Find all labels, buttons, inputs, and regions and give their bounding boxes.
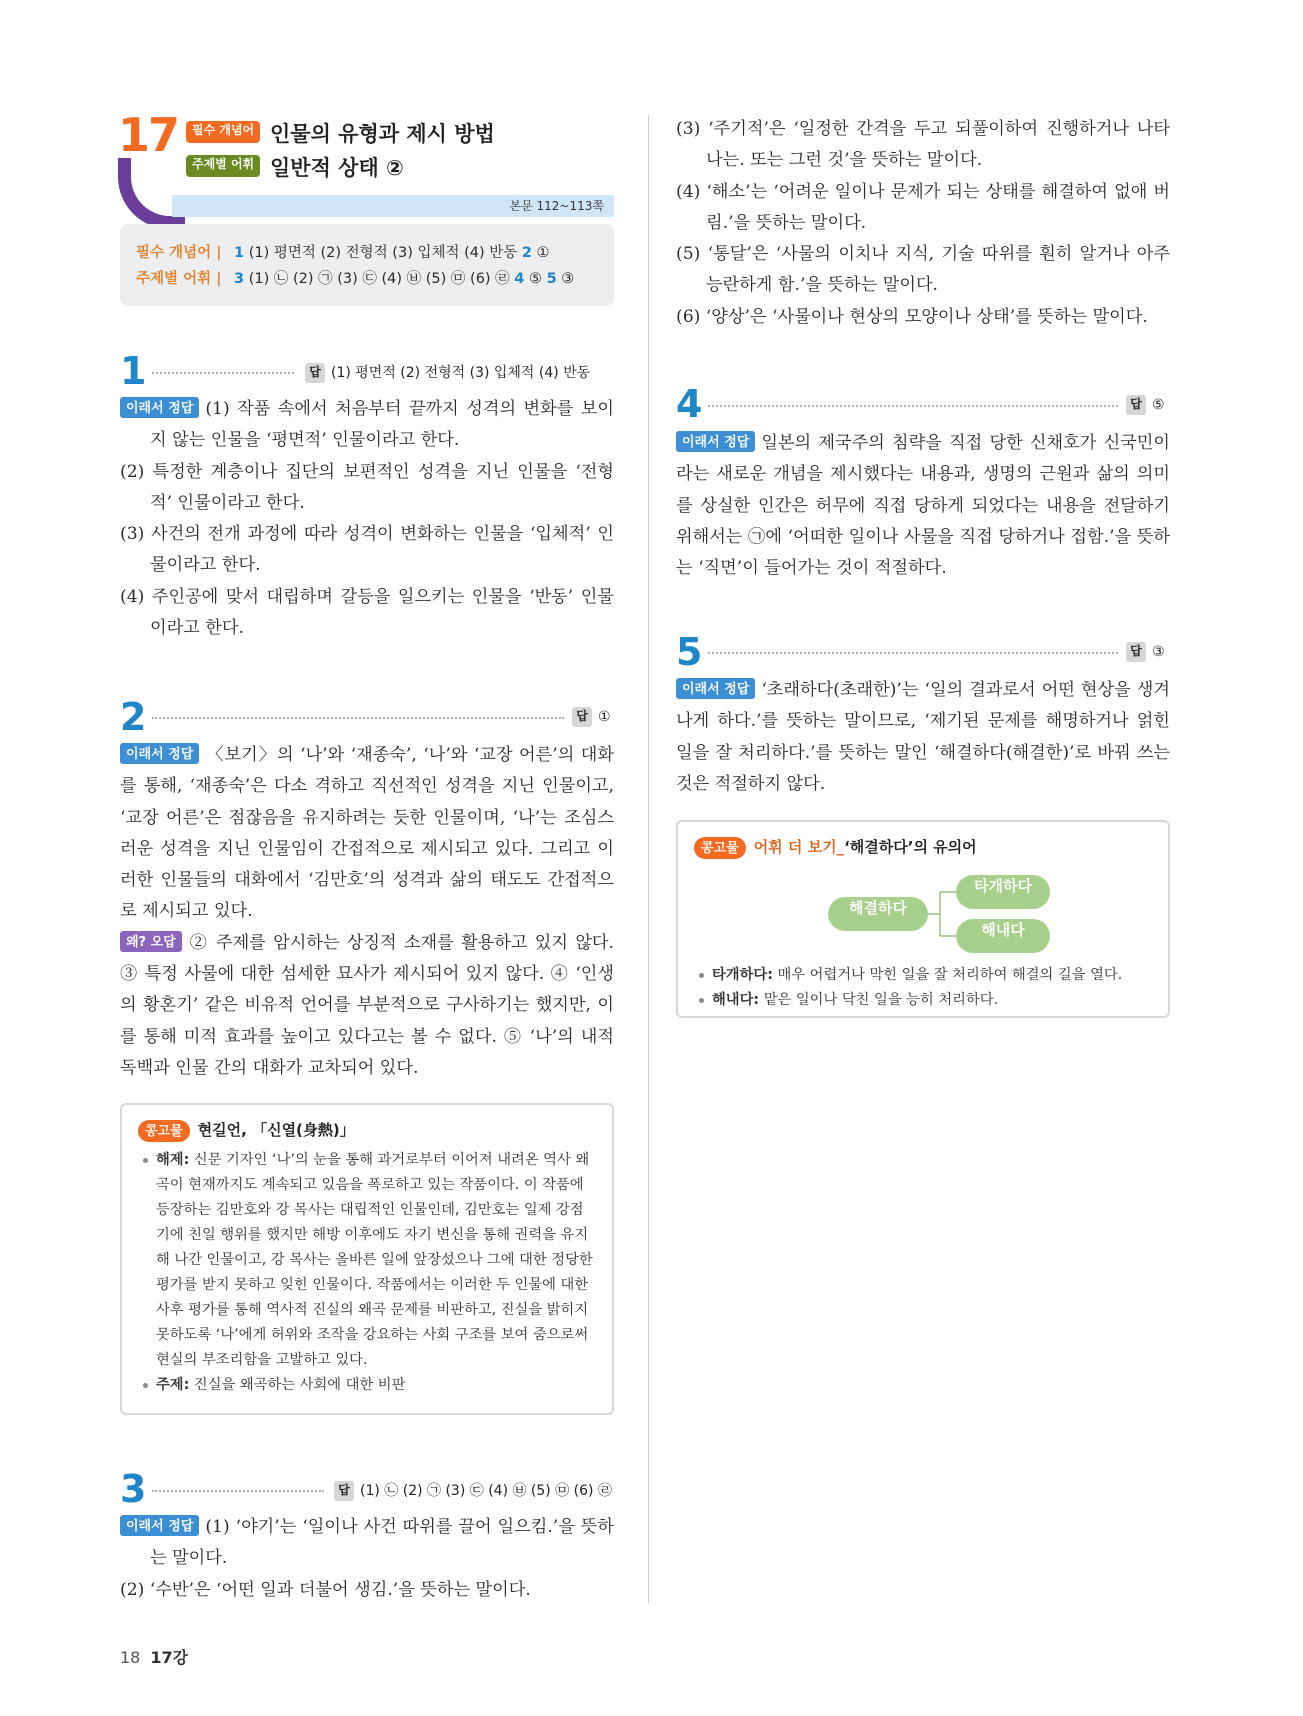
- box-bullet: 해내다: 맡은 일이나 닥친 일을 능히 처리하다.: [694, 988, 1152, 1013]
- dotted-leader: [152, 1490, 324, 1492]
- kongomul-badge: 콩고물: [694, 837, 746, 859]
- correct-chip: 이래서 정답: [120, 743, 199, 764]
- question-number-2: 2: [120, 695, 147, 739]
- lesson-number: 17: [118, 108, 179, 162]
- dotted-leader: [152, 372, 294, 374]
- kongomul-box-vocab: [676, 820, 1170, 1018]
- center-word-pill: 해결하다: [828, 897, 928, 931]
- explanation-3-left: 이래서 정답 (1) ‘야기’는 ‘일이나 사건 따위를 끌어 일으킴.’을 뜻하는 말이다. (2) ‘수반’은 ‘어떤 일과 더불어 생김.’을 뜻하는 말이다.: [120, 1517, 614, 1600]
- correct-chip: 이래서 정답: [676, 678, 755, 699]
- answer-summary: [120, 224, 614, 306]
- synonym-pill: 해내다: [956, 919, 1050, 953]
- dotted-leader: [708, 405, 1118, 407]
- tag-concept: 필수 개념어: [186, 121, 260, 143]
- answer-line-1: 답 (1) 평면적 (2) 전형적 (3) 입체적 (4) 반동: [305, 362, 590, 383]
- answer-icon: 답: [1126, 642, 1146, 662]
- correct-chip: 이래서 정답: [120, 397, 199, 418]
- explanation-2: 이래서 정답 〈보기〉의 ‘나’와 ‘재종숙’, ‘나’와 ‘교장 어른’의 대화를 통해, ‘재종숙’은 다소 격하고 직선적인 성격을 지닌 인물이고, ‘교장 어른’은 점잖음을 유지하려는 듯한 인물이며, ‘나’는 조심스러운 성격을 지닌 인물임이 간접적으로 제시되고 있다. 그리고 이러한 인물들의 대화에서 ‘김만호’의 성격과 삶의 태도도 간접적으로 제시되고 있다. 왜? 오답 ② 주제를 암시하는 상징적 소재를 활용하고 있지 않다. ③ 특정 사물에 대한 섬세한 묘사가 제시되어 있지 않다. ④ ‘인생의 황혼기’ 같은 비유적 언어를 부분적으로 구사하기는 했지만, 이를 통해 미적 효과를 높이고 있다고는 볼 수 없다. ⑤ ‘나’의 내적 독백과 인물 간의 대화가 교차되어 있다.: [120, 745, 614, 1078]
- dotted-leader: [708, 652, 1118, 654]
- correct-chip: 이래서 정답: [676, 431, 755, 452]
- answer-line-3: 답 (1) ㉡ (2) ㉠ (3) ㉢ (4) ㉥ (5) ㉤ (6) ㉣: [334, 1480, 612, 1501]
- synonym-pill: 타개하다: [956, 875, 1050, 909]
- box-bullet: 해제: 신문 기자인 ‘나’의 눈을 통해 과거로부터 이어져 내려온 역사 왜곡이 현재까지도 계속되고 있음을 폭로하고 있는 작품이다. 이 작품에 등장하는 김만호와 강 목사는 대립적인 인물인데, 김만호는 일제 강점기에 친일 행위를 했지만 해방 이후에도 자기 변신을 통해 권력을 유지해 나간 인물이고, 강 목사는 올바른 일에 앞장섰으나 그에 대한 정당한 평가를 받지 못하고 잊힌 인물이다. 작품에서는 이러한 두 인물에 대한 사후 평가를 통해 역사적 진실의 왜곡 문제를 비판하고, 진실을 밝히지 못하도록 ‘나’에게 허위와 조작을 강요하는 사회 구조를 보여 줌으로써 현실의 부조리함을 고발하고 있다.: [138, 1148, 596, 1373]
- explanation-5: 이래서 정답 ‘초래하다(초래한)’는 ‘일의 결과로서 어떤 현상을 생겨나게 하다.’를 뜻하는 말이므로, ‘제기된 문제를 해명하거나 얽힌 일을 잘 처리하다.’를 뜻하는 말인 ‘해결하다(해결한)’로 바꿔 쓰는 것은 적절하지 않다.: [676, 680, 1170, 794]
- answer-line-2: 답 ①: [572, 707, 611, 727]
- lesson-hook-decoration: [118, 158, 185, 229]
- question-number-4: 4: [676, 382, 703, 426]
- lesson-label: 17강: [150, 1648, 189, 1667]
- correct-chip: 이래서 정답: [120, 1515, 199, 1536]
- answer-icon: 답: [572, 707, 592, 727]
- synonym-diagram: [694, 859, 1152, 959]
- dotted-leader: [152, 717, 564, 719]
- page-footer: [120, 1645, 188, 1668]
- question-number-1: 1: [120, 349, 147, 393]
- answer-icon: 답: [1126, 395, 1146, 415]
- summary-row-vocab: 주제별 어휘 | 3 (1) ㉡ (2) ㉠ (3) ㉢ (4) ㉥ (5) ㉤ (6) ㉣ 4 ⑤ 5 ③: [136, 271, 575, 287]
- kongomul-box-work: [120, 1103, 614, 1415]
- title-vocab: 일반적 상태 ②: [270, 156, 404, 180]
- page-number: 18: [120, 1648, 141, 1667]
- summary-row-concept: 필수 개념어 | 1 (1) 평면적 (2) 전형적 (3) 입체적 (4) 반동 2 ①: [136, 245, 550, 261]
- explanation-4: 이래서 정답 일본의 제국주의 침략을 직접 당한 신채호가 신국민이라는 새로운 개념을 제시했다는 내용과, 생명의 근원과 삶의 의미를 상실한 인간은 허무에 직접 당하게 되었다는 내용을 전달하기 위해서는 ㉠에 ‘어떠한 일이나 사물을 직접 당하거나 접함.’을 뜻하는 ‘직면’이 들어가는 것이 적절하다.: [676, 433, 1170, 579]
- answer-line-4: 답 ⑤: [1126, 395, 1165, 415]
- kongomul-badge: 콩고물: [138, 1120, 190, 1142]
- explanation-1: 이래서 정답 (1) 작품 속에서 처음부터 끝까지 성격의 변화를 보이지 않는 인물을 ‘평면적’ 인물이라고 한다. (2) 특정한 계층이나 집단의 보편적인 성격을 지닌 인물을 ‘전형적’ 인물이라고 한다. (3) 사건의 전개 과정에 따라 성격이 변화하는 인물을 ‘입체적’ 인물이라고 한다. (4) 주인공에 맞서 대립하며 갈등을 일으키는 인물을 ‘반동’ 인물이라고 한다.: [120, 399, 614, 639]
- title-concept: 인물의 유형과 제시 방법: [270, 122, 495, 146]
- answer-icon: 답: [305, 363, 325, 383]
- answer-line-5: 답 ③: [1126, 642, 1165, 662]
- page-reference: 본문 112~113쪽: [172, 195, 614, 217]
- box-bullet: 타개하다: 매우 어렵거나 막힌 일을 잘 처리하여 해결의 길을 열다.: [694, 963, 1152, 988]
- box-heading: 콩고물 어휘 더 보기_‘해결하다’의 유의어: [694, 836, 1152, 859]
- question-number-5: 5: [676, 630, 703, 674]
- wrong-chip: 왜? 오답: [120, 931, 182, 952]
- column-divider: [648, 115, 649, 1603]
- answer-icon: 답: [334, 1481, 354, 1501]
- box-bullet: 주제: 진실을 왜곡하는 사회에 대한 비판: [138, 1373, 596, 1398]
- explanation-3-right: (3) ‘주기적’은 ‘일정한 간격을 두고 되풀이하여 진행하거나 나타나는. 또는 그런 것’을 뜻하는 말이다. (4) ‘해소’는 ‘어려운 일이나 문제가 되는 상태를 해결하여 없애 버림.’을 뜻하는 말이다. (5) ‘통달’은 ‘사물의 이치나 지식, 기술 따위를 훤히 알거나 아주 능란하게 함.’을 뜻하는 말이다. (6) ‘양상’은 ‘사물이나 현상의 모양이나 상태’를 뜻하는 말이다.: [676, 119, 1170, 327]
- tag-vocab: 주제별 어휘: [186, 155, 260, 177]
- question-number-3: 3: [120, 1467, 147, 1511]
- box-heading: 콩고물 현길언, 「신열(身熱)」: [138, 1119, 596, 1142]
